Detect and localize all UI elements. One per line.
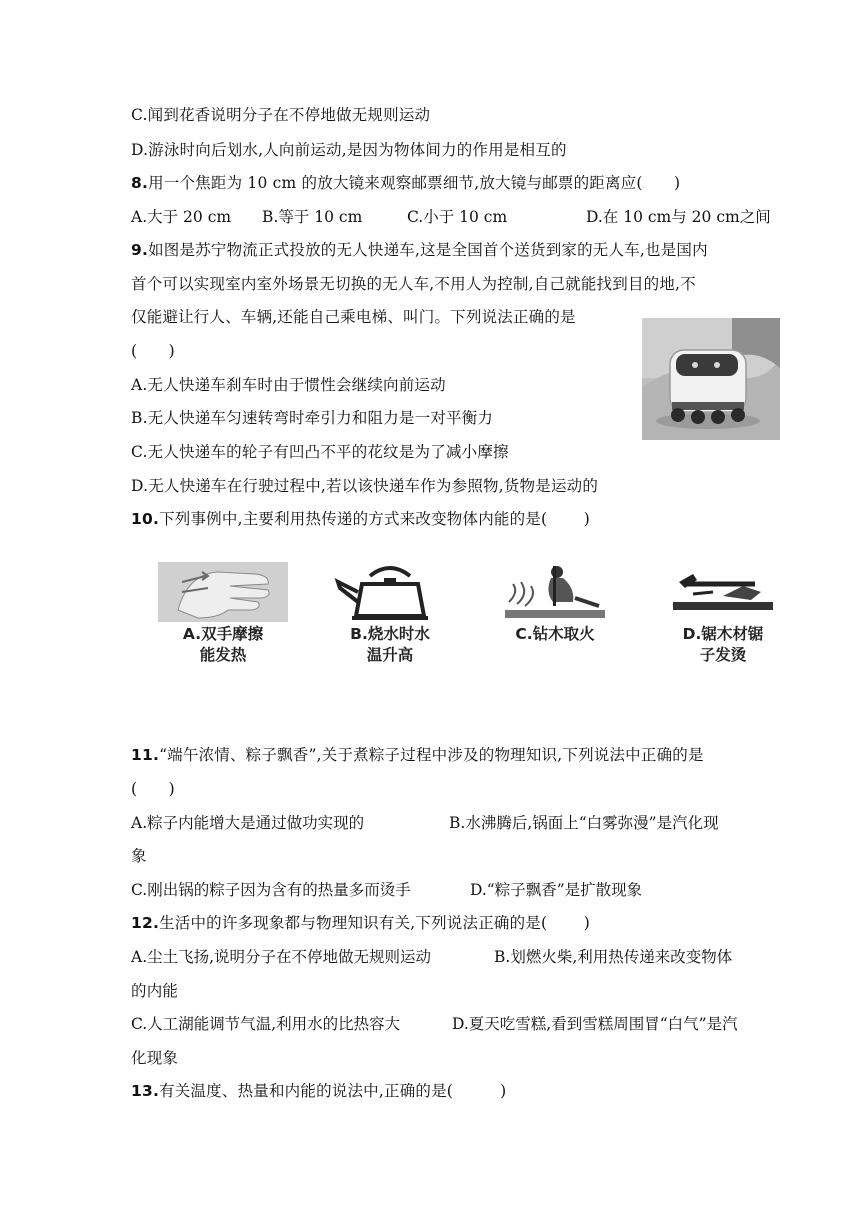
question-number: 13. xyxy=(131,1082,160,1100)
question-text: 下列事例中,主要利用热传递的方式来改变物体内能的是( ) xyxy=(159,510,591,528)
q12-option-b-cont: 的内能 xyxy=(131,982,179,1000)
q12-option-a: A.尘土飞扬,说明分子在不停地做无规则运动 xyxy=(131,948,432,966)
q11-option-b-cont: 象 xyxy=(131,847,147,865)
question-text: 有关温度、热量和内能的说法中,正确的是( ) xyxy=(159,1082,507,1100)
figure-a xyxy=(158,562,288,622)
caption-line: 子发烫 xyxy=(699,646,747,664)
question-text: 用一个焦距为 10 cm 的放大镜来观察邮票细节,放大镜与邮票的距离应( ) xyxy=(148,174,681,192)
q11-answer-paren: ( ) xyxy=(131,780,175,798)
question-number: 10. xyxy=(131,510,160,528)
question-text: 生活中的许多现象都与物理知识有关,下列说法正确的是( ) xyxy=(159,914,591,932)
question-text: 如图是苏宁物流正式投放的无人快递车,这是全国首个送货到家的无人车,也是国内 xyxy=(148,241,708,259)
question-13 xyxy=(131,1081,506,1101)
figure-b-caption xyxy=(330,624,450,666)
question-9 xyxy=(131,240,708,260)
q12-option-c: C.人工湖能调节气温,利用水的比热容大 xyxy=(131,1015,401,1033)
q8-option-b: B.等于 10 cm xyxy=(262,208,363,226)
caption-line: 温升高 xyxy=(366,646,414,664)
q8-option-d: D.在 10 cm与 20 cm之间 xyxy=(586,208,771,226)
figure-a-caption xyxy=(158,624,288,666)
hands-rubbing-icon xyxy=(158,562,288,622)
question-number: 12. xyxy=(131,914,160,932)
figure-d xyxy=(663,562,783,622)
q8-option-a: A.大于 20 cm xyxy=(131,208,232,226)
caption-line: A.双手摩擦 xyxy=(182,625,264,643)
question-number: 9. xyxy=(131,241,149,259)
delivery-robot-photo xyxy=(642,318,780,440)
q11-option-d: D.“粽子飘香”是扩散现象 xyxy=(470,881,643,899)
q9-text-line-2: 首个可以实现室内室外场景无切换的无人车,不用人为控制,自己就能找到目的地,不 xyxy=(131,275,696,293)
question-text: “端午浓情、粽子飘香”,关于煮粽子过程中涉及的物理知识,下列说法中正确的是 xyxy=(159,746,704,764)
question-12 xyxy=(131,913,590,933)
q7-option-c: C.闻到花香说明分子在不停地做无规则运动 xyxy=(131,106,431,124)
question-8 xyxy=(131,173,680,193)
q9-option-d: D.无人快递车在行驶过程中,若以该快递车作为参照物,货物是运动的 xyxy=(131,477,599,495)
question-11 xyxy=(131,745,704,765)
kettle-icon xyxy=(330,562,450,622)
q7-option-d: D.游泳时向后划水,人向前运动,是因为物体间力的作用是相互的 xyxy=(131,141,567,159)
delivery-robot-icon xyxy=(642,318,780,440)
question-number: 8. xyxy=(131,174,149,192)
q9-option-a: A.无人快递车刹车时由于惯性会继续向前运动 xyxy=(131,376,446,394)
q11-option-a: A.粽子内能增大是通过做功实现的 xyxy=(131,814,365,832)
q9-option-b: B.无人快递车匀速转弯时牵引力和阻力是一对平衡力 xyxy=(131,409,494,427)
drilling-wood-icon xyxy=(495,562,615,622)
q8-option-c: C.小于 10 cm xyxy=(407,208,508,226)
q11-option-b: B.水沸腾后,锅面上“白雾弥漫”是汽化现 xyxy=(449,814,719,832)
figure-c xyxy=(495,562,615,622)
q12-option-d-cont: 化现象 xyxy=(131,1049,179,1067)
saw-icon xyxy=(663,562,783,622)
figure-d-caption xyxy=(663,624,783,666)
q12-option-b: B.划燃火柴,利用热传递来改变物体 xyxy=(494,948,733,966)
q12-option-d: D.夏天吃雪糕,看到雪糕周围冒“白气”是汽 xyxy=(452,1015,738,1033)
q9-text-line-3: 仅能避让行人、车辆,还能自己乘电梯、叫门。下列说法正确的是 xyxy=(131,308,576,326)
caption-line: 能发热 xyxy=(199,646,247,664)
figure-c-caption xyxy=(495,624,615,645)
q9-answer-paren: ( ) xyxy=(131,342,175,360)
question-10 xyxy=(131,509,590,529)
caption-line: B.烧水时水 xyxy=(350,625,430,643)
caption-line: D.锯木材锯 xyxy=(682,625,764,643)
figure-b xyxy=(330,562,450,622)
q9-option-c: C.无人快递车的轮子有凹凸不平的花纹是为了减小摩擦 xyxy=(131,443,509,461)
caption-line: C.钻木取火 xyxy=(515,625,595,643)
question-number: 11. xyxy=(131,746,160,764)
q11-option-c: C.刚出锅的粽子因为含有的热量多而烫手 xyxy=(131,881,411,899)
